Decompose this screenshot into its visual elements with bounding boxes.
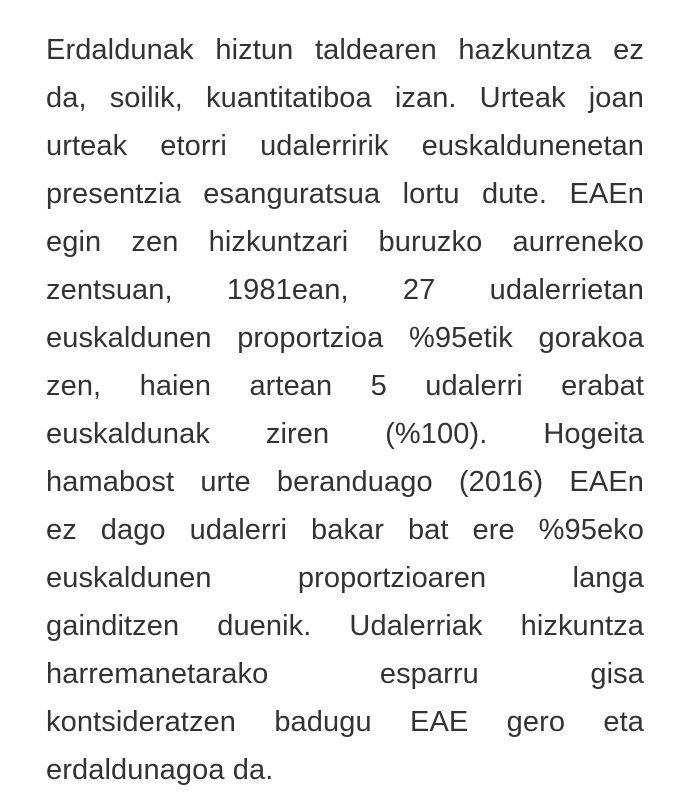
paragraph-line: zentsuan, 1981ean, 27 udalerrietan [46,274,644,306]
paragraph-line: urteak etorri udalerririk euskaldunenetan [46,130,644,162]
paragraph-line: euskaldunen proportzioaren langa [46,562,644,594]
article-paragraph [46,26,644,794]
paragraph-line: kontsideratzen badugu EAE gero eta [46,706,644,738]
paragraph-line-last: erdaldunagoa da. [46,754,274,786]
paragraph-line: da, soilik, kuantitatiboa izan. Urteak joan [46,82,644,114]
paragraph-line: egin zen hizkuntzari buruzko aurreneko [46,226,644,258]
paragraph-line: ez dago udalerri bakar bat ere %95eko [46,514,644,546]
paragraph-line: zen, haien artean 5 udalerri erabat [46,370,644,402]
paragraph-line: hamabost urte beranduago (2016) EAEn [46,466,644,498]
paragraph-line: Erdaldunak hiztun taldearen hazkuntza ez [46,34,644,66]
paragraph-line: harremanetarako esparru gisa [46,658,644,690]
paragraph-line: gainditzen duenik. Udalerriak hizkuntza [46,610,644,642]
paragraph-line: presentzia esanguratsua lortu dute. EAEn [46,178,644,210]
paragraph-line: euskaldunen proportzioa %95etik gorakoa [46,322,644,354]
paragraph-line: euskaldunak ziren (%100). Hogeita [46,418,644,450]
